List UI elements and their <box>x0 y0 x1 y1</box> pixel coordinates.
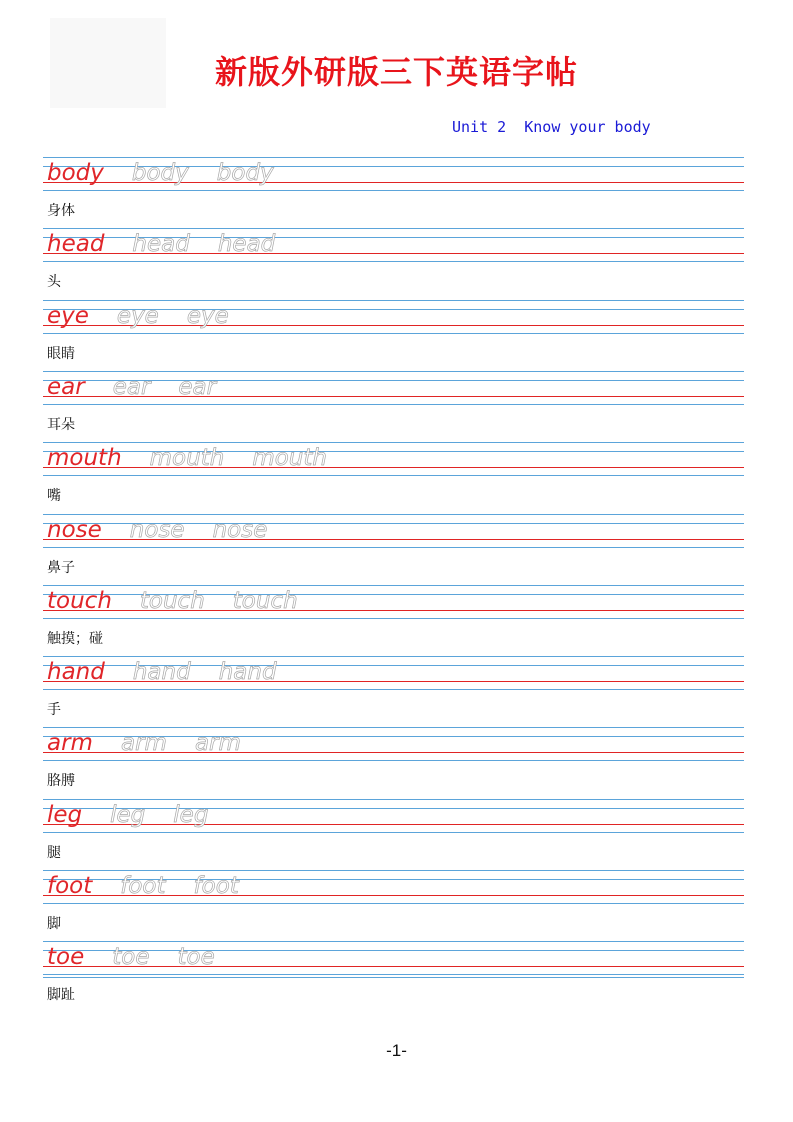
english-word: ear <box>47 374 85 400</box>
guide-line-blue <box>43 475 744 476</box>
trace-word: nose <box>212 517 268 543</box>
chinese-meaning: 耳朵 <box>47 417 75 433</box>
practice-row <box>43 228 744 300</box>
guide-line-blue <box>43 442 744 443</box>
guide-line-blue <box>43 799 744 800</box>
chinese-meaning: 头 <box>47 274 61 290</box>
trace-word: hand <box>132 659 191 685</box>
guide-line-blue <box>43 689 744 690</box>
trace-word: touch <box>139 588 205 614</box>
chinese-meaning: 手 <box>47 702 61 718</box>
guide-line-blue <box>43 261 744 262</box>
guide-line-blue <box>43 903 744 904</box>
english-word: foot <box>47 873 93 899</box>
guide-line-blue <box>43 514 744 515</box>
english-word: head <box>47 231 105 257</box>
trace-word: body <box>216 160 274 186</box>
trace-word: head <box>217 231 276 257</box>
closing-guide-line <box>43 977 744 978</box>
english-word: toe <box>47 944 85 970</box>
guide-line-blue <box>43 760 744 761</box>
trace-word: leg <box>110 802 146 828</box>
word-line <box>47 660 277 684</box>
practice-row <box>43 870 744 942</box>
trace-word: eye <box>116 303 159 329</box>
trace-word: arm <box>120 730 167 756</box>
trace-word: mouth <box>149 445 225 471</box>
trace-word: hand <box>218 659 277 685</box>
guide-line-blue <box>43 585 744 586</box>
guide-line-blue <box>43 974 744 975</box>
guide-line-blue <box>43 228 744 229</box>
practice-row <box>43 656 744 728</box>
practice-row <box>43 300 744 372</box>
word-line <box>47 803 208 827</box>
guide-line-blue <box>43 618 744 619</box>
trace-word: ear <box>178 374 217 400</box>
trace-word: touch <box>232 588 298 614</box>
word-line <box>47 945 215 969</box>
trace-word: arm <box>194 730 241 756</box>
guide-line-blue <box>43 941 744 942</box>
english-word: nose <box>47 517 102 543</box>
word-line <box>47 518 267 542</box>
guide-line-blue <box>43 832 744 833</box>
practice-row <box>43 585 744 657</box>
word-line <box>47 589 298 613</box>
english-word: hand <box>47 659 105 685</box>
english-word: arm <box>47 730 93 756</box>
guide-line-blue <box>43 371 744 372</box>
unit-subtitle: Unit 2 Know your body <box>452 118 651 136</box>
word-line <box>47 874 239 898</box>
trace-word: body <box>131 160 189 186</box>
trace-word: foot <box>193 873 239 899</box>
english-word: touch <box>47 588 112 614</box>
guide-line-blue <box>43 333 744 334</box>
word-line <box>47 446 327 470</box>
page-title: 新版外研版三下英语字帖 <box>214 53 578 91</box>
chinese-meaning: 脚趾 <box>47 987 75 1003</box>
practice-row <box>43 799 744 871</box>
trace-word: toe <box>112 944 150 970</box>
word-line <box>47 375 216 399</box>
guide-line-blue <box>43 157 744 158</box>
chinese-meaning: 身体 <box>47 203 75 219</box>
chinese-meaning: 鼻子 <box>47 560 75 576</box>
word-line <box>47 232 275 256</box>
chinese-meaning: 触摸；碰 <box>47 631 103 647</box>
practice-row <box>43 157 744 229</box>
trace-word: eye <box>186 303 229 329</box>
practice-row <box>43 514 744 586</box>
trace-word: foot <box>120 873 166 899</box>
practice-row <box>43 727 744 799</box>
chinese-meaning: 脚 <box>47 916 61 932</box>
trace-word: mouth <box>252 445 327 471</box>
english-word: mouth <box>47 445 122 471</box>
guide-line-blue <box>43 656 744 657</box>
english-word: body <box>47 160 104 186</box>
trace-word: ear <box>112 374 151 400</box>
chinese-meaning: 嘴 <box>47 488 61 504</box>
trace-word: toe <box>177 944 215 970</box>
chinese-meaning: 眼睛 <box>47 346 75 362</box>
word-line <box>47 161 274 185</box>
page-number: -1- <box>386 1041 407 1060</box>
guide-line-blue <box>43 190 744 191</box>
guide-line-blue <box>43 727 744 728</box>
guide-line-blue <box>43 547 744 548</box>
guide-line-blue <box>43 870 744 871</box>
chinese-meaning: 腿 <box>47 845 61 861</box>
guide-line-blue <box>43 404 744 405</box>
english-word: leg <box>47 802 83 828</box>
trace-word: head <box>132 231 190 257</box>
english-word: eye <box>47 303 89 329</box>
word-line <box>47 731 241 755</box>
practice-row <box>43 371 744 443</box>
trace-word: leg <box>173 802 209 828</box>
word-line <box>47 304 229 328</box>
trace-word: nose <box>129 517 185 543</box>
guide-line-blue <box>43 300 744 301</box>
chinese-meaning: 胳膊 <box>47 773 75 789</box>
practice-row <box>43 442 744 514</box>
